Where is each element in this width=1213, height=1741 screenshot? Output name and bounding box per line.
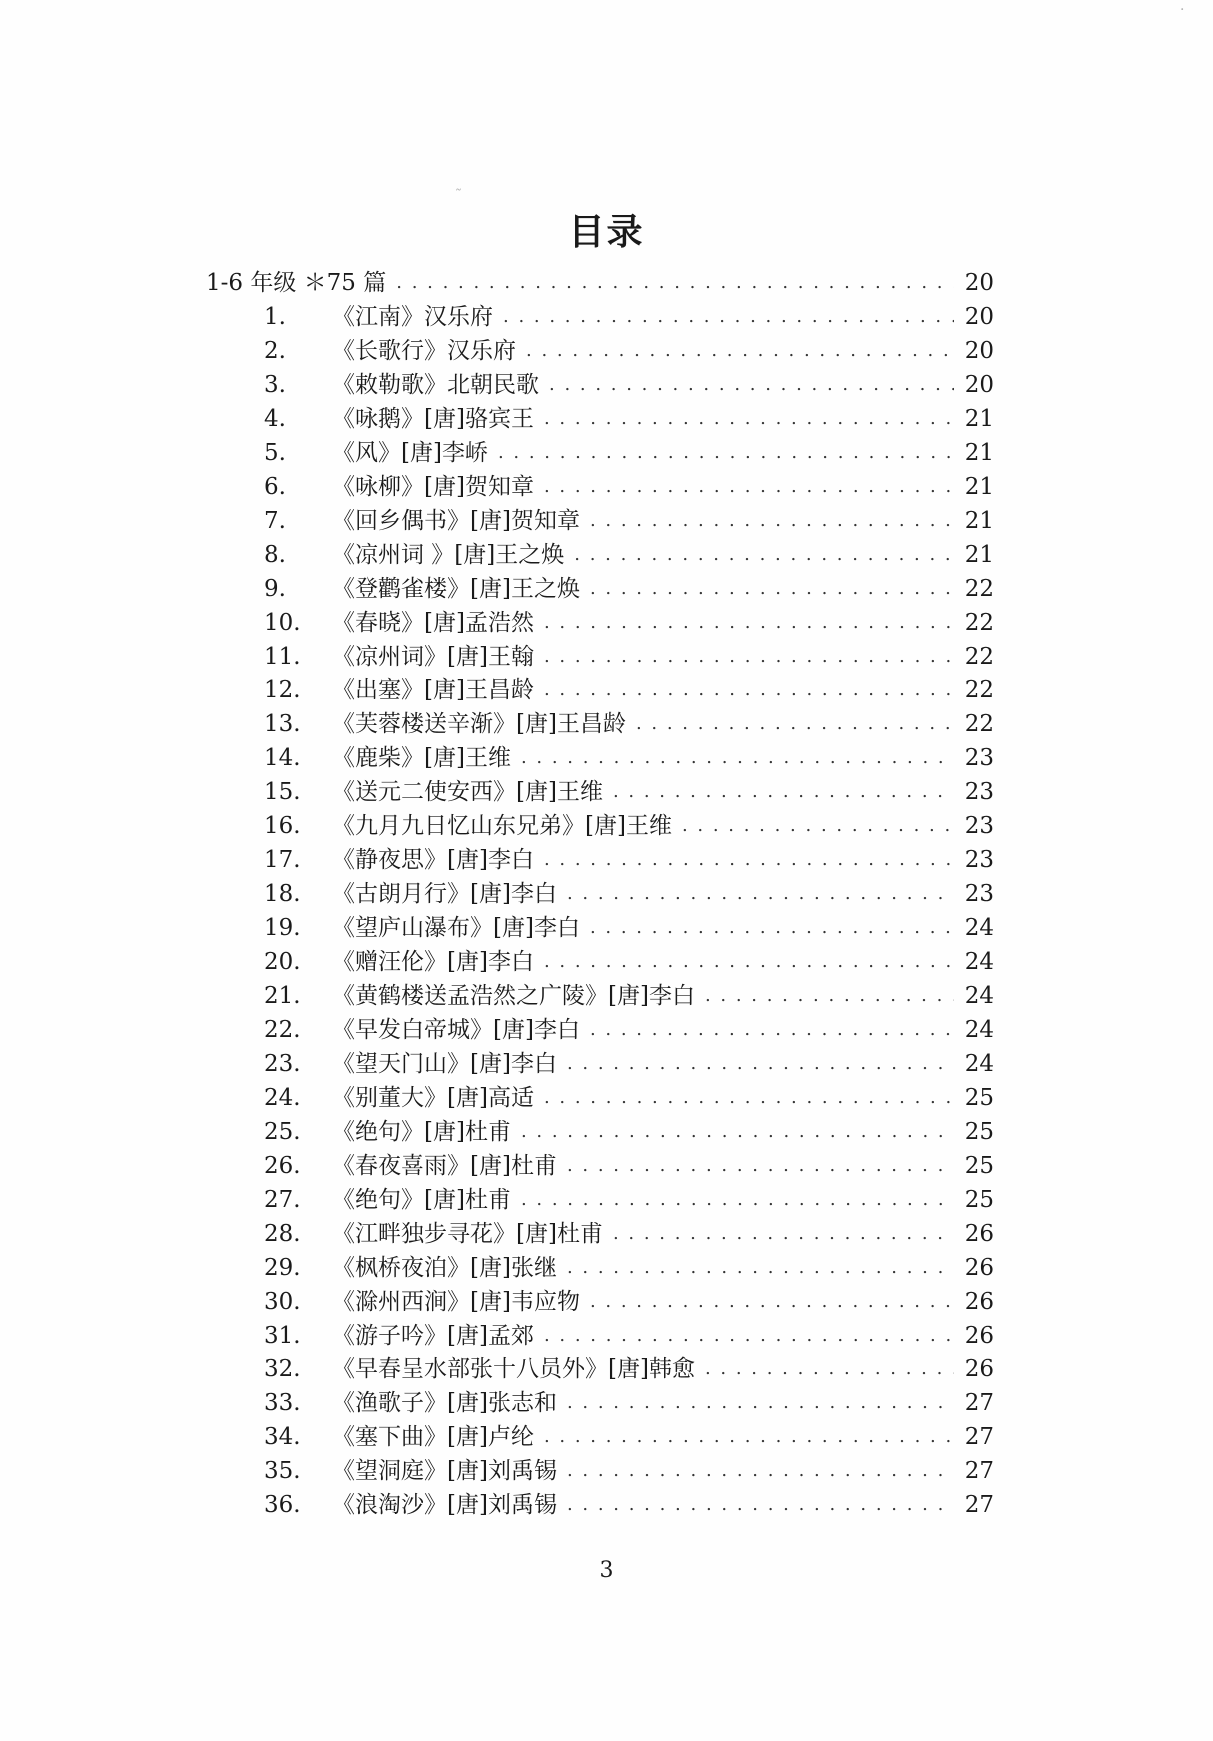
page-title: 目录 bbox=[568, 212, 645, 253]
toc-entry-page: 25 bbox=[964, 1084, 994, 1111]
toc-leader-dots bbox=[544, 673, 954, 707]
toc-entry-page: 22 bbox=[964, 643, 994, 670]
toc-leader-dots bbox=[567, 1454, 954, 1488]
toc-entry-title: 《早春呈水部张十八员外》[唐]韩愈 bbox=[332, 1356, 695, 1383]
toc-entry-row[interactable] bbox=[264, 1217, 994, 1251]
toc-entry-page: 23 bbox=[964, 847, 994, 874]
toc-entry-page: 26 bbox=[964, 1254, 994, 1281]
toc-entry-row[interactable] bbox=[264, 300, 994, 334]
toc-entry-title: 《登鹳雀楼》[唐]王之焕 bbox=[332, 575, 580, 602]
toc-entry-title: 《滁州西涧》[唐]韦应物 bbox=[332, 1288, 580, 1315]
toc-entry-number: 10. bbox=[264, 609, 301, 636]
toc-entry-number: 22. bbox=[264, 1016, 301, 1043]
toc-entry-row[interactable] bbox=[264, 1115, 994, 1149]
toc-section-row[interactable] bbox=[206, 266, 994, 300]
toc-entry-title: 《渔歌子》[唐]张志和 bbox=[332, 1390, 557, 1417]
toc-leader-dots bbox=[590, 1013, 954, 1047]
toc-entry-title: 《静夜思》[唐]李白 bbox=[332, 847, 534, 874]
toc-entry-row[interactable] bbox=[264, 1386, 994, 1420]
toc-entry-title: 《春夜喜雨》[唐]杜甫 bbox=[332, 1152, 557, 1179]
toc-entry-page: 25 bbox=[964, 1118, 994, 1145]
toc-entry-title: 《咏鹅》[唐]骆宾王 bbox=[332, 405, 534, 432]
toc-entry-row[interactable] bbox=[264, 877, 994, 911]
toc-entry-title: 《九月九日忆山东兄弟》[唐]王维 bbox=[332, 813, 672, 840]
toc-leader-dots bbox=[567, 1386, 954, 1420]
toc-entry-page: 27 bbox=[964, 1390, 994, 1417]
toc-entry-title: 《芙蓉楼送辛渐》[唐]王昌龄 bbox=[332, 711, 626, 738]
toc-entry-row[interactable] bbox=[264, 911, 994, 945]
toc-leader-dots bbox=[613, 1217, 954, 1251]
toc-entry-title: 《望洞庭》[唐]刘禹锡 bbox=[332, 1458, 557, 1485]
toc-leader-dots bbox=[544, 1319, 954, 1353]
toc-entry-title: 《枫桥夜泊》[唐]张继 bbox=[332, 1254, 557, 1281]
toc-entry-number: 30. bbox=[264, 1288, 301, 1315]
toc-entry-row[interactable] bbox=[264, 1013, 994, 1047]
toc-entry-number: 36. bbox=[264, 1492, 301, 1519]
toc-leader-dots bbox=[521, 1115, 954, 1149]
toc-entry-page: 23 bbox=[964, 881, 994, 908]
toc-leader-dots bbox=[544, 606, 954, 640]
toc-entry-page: 24 bbox=[964, 949, 994, 976]
toc-entry-page: 22 bbox=[964, 677, 994, 704]
toc-entry-number: 2. bbox=[264, 337, 286, 364]
toc-entry-title: 《凉州词》[唐]王翰 bbox=[332, 643, 534, 670]
toc-entry-page: 22 bbox=[964, 609, 994, 636]
toc-entry-title: 《江畔独步寻花》[唐]杜甫 bbox=[332, 1220, 603, 1247]
toc-entry-title: 《游子吟》[唐]孟郊 bbox=[332, 1322, 534, 1349]
toc-entry-page: 21 bbox=[964, 473, 994, 500]
toc-entry-row[interactable] bbox=[264, 1251, 994, 1285]
toc-entry-row[interactable] bbox=[264, 368, 994, 402]
toc-entry-page: 27 bbox=[964, 1492, 994, 1519]
toc-entry-title: 《塞下曲》[唐]卢纶 bbox=[332, 1424, 534, 1451]
toc-entry-number: 20. bbox=[264, 949, 301, 976]
toc-entry-page: 27 bbox=[964, 1424, 994, 1451]
toc-entry-number: 26. bbox=[264, 1152, 301, 1179]
toc-entry-page: 20 bbox=[964, 371, 994, 398]
toc-entry-number: 32. bbox=[264, 1356, 301, 1383]
toc-entry-page: 20 bbox=[964, 337, 994, 364]
toc-entry-title: 《送元二使安西》[唐]王维 bbox=[332, 779, 603, 806]
toc-entry-number: 18. bbox=[264, 881, 301, 908]
toc-entry-number: 25. bbox=[264, 1118, 301, 1145]
toc-leader-dots bbox=[544, 1420, 954, 1454]
toc-entry-title: 《鹿柴》[唐]王维 bbox=[332, 745, 511, 772]
toc-entry-title: 《绝句》[唐]杜甫 bbox=[332, 1118, 511, 1145]
toc-leader-dots bbox=[567, 1488, 954, 1522]
toc-leader-dots bbox=[549, 368, 954, 402]
toc-leader-dots bbox=[567, 877, 954, 911]
toc-leader-dots bbox=[590, 1285, 954, 1319]
toc-leader-dots bbox=[503, 300, 954, 334]
toc-entry-row[interactable] bbox=[264, 1183, 994, 1217]
toc-entry-row[interactable] bbox=[264, 436, 994, 470]
toc-entry-title: 《出塞》[唐]王昌龄 bbox=[332, 677, 534, 704]
toc-entry-row[interactable] bbox=[264, 979, 994, 1013]
toc-entry-row[interactable] bbox=[264, 334, 994, 368]
toc-entry-number: 29. bbox=[264, 1254, 301, 1281]
toc-entry-number: 31. bbox=[264, 1322, 301, 1349]
toc-entry-row[interactable] bbox=[264, 606, 994, 640]
toc-entry-page: 22 bbox=[964, 575, 994, 602]
toc-entry-title: 《赠汪伦》[唐]李白 bbox=[332, 949, 534, 976]
toc-entry-row[interactable] bbox=[264, 538, 994, 572]
toc-entry-number: 8. bbox=[264, 541, 286, 568]
toc-entry-row[interactable] bbox=[264, 1352, 994, 1386]
toc-entry-row[interactable] bbox=[264, 673, 994, 707]
toc-leader-dots bbox=[682, 809, 954, 843]
toc-entry-page: 26 bbox=[964, 1356, 994, 1383]
toc-entry-page: 21 bbox=[964, 439, 994, 466]
toc-leader-dots bbox=[590, 572, 954, 606]
toc-entry-page: 22 bbox=[964, 711, 994, 738]
toc-entry-number: 4. bbox=[264, 405, 286, 432]
toc-entry-page: 23 bbox=[964, 745, 994, 772]
toc-entry-number: 34. bbox=[264, 1424, 301, 1451]
toc-leader-dots bbox=[544, 945, 954, 979]
toc-entry-row[interactable] bbox=[264, 809, 994, 843]
toc-leader-dots bbox=[567, 1251, 954, 1285]
toc-entry-number: 24. bbox=[264, 1084, 301, 1111]
toc-leader-dots bbox=[498, 436, 954, 470]
toc-entry-row[interactable] bbox=[264, 470, 994, 504]
toc-leader-dots bbox=[521, 741, 954, 775]
toc-leader-dots bbox=[521, 1183, 954, 1217]
toc-entry-number: 35. bbox=[264, 1458, 301, 1485]
toc-entry-title: 《望天门山》[唐]李白 bbox=[332, 1050, 557, 1077]
toc-entry-row[interactable] bbox=[264, 640, 994, 674]
toc-entry-page: 21 bbox=[964, 507, 994, 534]
toc-leader-dots bbox=[544, 402, 954, 436]
toc-entry-page: 24 bbox=[964, 1050, 994, 1077]
toc-entry-title: 《敕勒歌》北朝民歌 bbox=[332, 371, 539, 398]
toc-entry-title: 《浪淘沙》[唐]刘禹锡 bbox=[332, 1492, 557, 1519]
toc-section-page: 20 bbox=[964, 270, 994, 296]
toc-entry-number: 13. bbox=[264, 711, 301, 738]
toc-entry-title: 《回乡偶书》[唐]贺知章 bbox=[332, 507, 580, 534]
toc-entry-page: 26 bbox=[964, 1322, 994, 1349]
toc-leader-dots bbox=[396, 266, 954, 300]
toc-entry-number: 7. bbox=[264, 507, 286, 534]
toc-entry-page: 23 bbox=[964, 813, 994, 840]
toc-entry-number: 11. bbox=[264, 643, 301, 670]
toc-entry-title: 《凉州词 》[唐]王之焕 bbox=[332, 541, 565, 568]
toc-entry-row[interactable] bbox=[264, 843, 994, 877]
toc-entry-number: 5. bbox=[264, 439, 286, 466]
toc-entry-title: 《风》[唐]李峤 bbox=[332, 439, 488, 466]
toc-entry-page: 24 bbox=[964, 915, 994, 942]
toc-entry-page: 26 bbox=[964, 1220, 994, 1247]
toc-entry-row[interactable] bbox=[264, 1285, 994, 1319]
toc-leader-dots bbox=[544, 640, 954, 674]
toc-entry-title: 《咏柳》[唐]贺知章 bbox=[332, 473, 534, 500]
toc-entry-row[interactable] bbox=[264, 1047, 994, 1081]
toc-entry-number: 21. bbox=[264, 983, 301, 1009]
toc-entry-number: 14. bbox=[264, 745, 301, 772]
toc-entry-title: 《早发白帝城》[唐]李白 bbox=[332, 1016, 580, 1043]
toc-entry-number: 27. bbox=[264, 1186, 301, 1213]
toc-entry-number: 33. bbox=[264, 1390, 301, 1417]
toc-entry-row[interactable] bbox=[264, 1420, 994, 1454]
toc-leader-dots bbox=[590, 504, 954, 538]
toc-entry-row[interactable] bbox=[264, 402, 994, 436]
toc-entry-title: 《黄鹤楼送孟浩然之广陵》[唐]李白 bbox=[332, 983, 695, 1009]
toc-entry-number: 3. bbox=[264, 371, 286, 398]
toc-leader-dots bbox=[567, 1149, 954, 1183]
toc-leader-dots bbox=[590, 911, 954, 945]
toc-entry-page: 21 bbox=[964, 541, 994, 568]
toc-entry-number: 17. bbox=[264, 847, 301, 874]
toc-leader-dots bbox=[613, 775, 954, 809]
toc-leader-dots bbox=[574, 538, 954, 572]
toc-leader-dots bbox=[544, 470, 954, 504]
toc-entry-page: 25 bbox=[964, 1186, 994, 1213]
toc-entry-page: 25 bbox=[964, 1152, 994, 1179]
toc-entry-row[interactable] bbox=[264, 1319, 994, 1353]
toc-entry-row[interactable] bbox=[264, 945, 994, 979]
toc-entry-number: 19. bbox=[264, 915, 301, 942]
scan-speck-mark: · bbox=[1180, 2, 1185, 18]
toc-leader-dots bbox=[567, 1047, 954, 1081]
toc-entry-number: 15. bbox=[264, 779, 301, 806]
toc-entry-row[interactable] bbox=[264, 572, 994, 606]
toc-entry-number: 6. bbox=[264, 473, 286, 500]
scan-speck-mark: ˷ bbox=[455, 176, 462, 192]
toc-entry-title: 《别董大》[唐]高适 bbox=[332, 1084, 534, 1111]
toc-entry-number: 9. bbox=[264, 575, 286, 602]
toc-section-label: 1-6 年级 ＊75 篇 bbox=[206, 270, 387, 296]
toc-entry-number: 1. bbox=[264, 304, 286, 330]
toc-leader-dots bbox=[705, 1352, 954, 1386]
toc-entry-row[interactable] bbox=[264, 1488, 994, 1522]
page-number: 3 bbox=[599, 1558, 614, 1583]
toc-entry-page: 21 bbox=[964, 405, 994, 432]
toc-entry-number: 23. bbox=[264, 1050, 301, 1077]
toc-entry-row[interactable] bbox=[264, 707, 994, 741]
toc-leader-dots bbox=[544, 1081, 954, 1115]
toc-entry-title: 《江南》汉乐府 bbox=[332, 304, 493, 330]
toc-entry-page: 24 bbox=[964, 1016, 994, 1043]
toc-entry-page: 24 bbox=[964, 983, 994, 1009]
toc-entry-title: 《春晓》[唐]孟浩然 bbox=[332, 609, 534, 636]
toc-entry-title: 《古朗月行》[唐]李白 bbox=[332, 881, 557, 908]
toc-entry-row[interactable] bbox=[264, 1081, 994, 1115]
toc-entry-row[interactable] bbox=[264, 1149, 994, 1183]
toc-entry-row[interactable] bbox=[264, 504, 994, 538]
toc-entry-page: 23 bbox=[964, 779, 994, 806]
toc-leader-dots bbox=[526, 334, 954, 368]
toc-leader-dots bbox=[544, 843, 954, 877]
toc-entry-number: 12. bbox=[264, 677, 301, 704]
toc-entry-number: 16. bbox=[264, 813, 301, 840]
toc-entry-row[interactable] bbox=[264, 1454, 994, 1488]
toc-entry-row[interactable] bbox=[264, 741, 994, 775]
toc-leader-dots bbox=[636, 707, 954, 741]
toc-entry-page: 27 bbox=[964, 1458, 994, 1485]
toc-entry-number: 28. bbox=[264, 1220, 301, 1247]
toc-entry-title: 《长歌行》汉乐府 bbox=[332, 337, 516, 364]
toc-entry-page: 26 bbox=[964, 1288, 994, 1315]
toc-entry-row[interactable] bbox=[264, 775, 994, 809]
toc-entry-title: 《绝句》[唐]杜甫 bbox=[332, 1186, 511, 1213]
toc-entry-page: 20 bbox=[964, 304, 994, 330]
toc-leader-dots bbox=[705, 979, 954, 1013]
toc-entry-title: 《望庐山瀑布》[唐]李白 bbox=[332, 915, 580, 942]
